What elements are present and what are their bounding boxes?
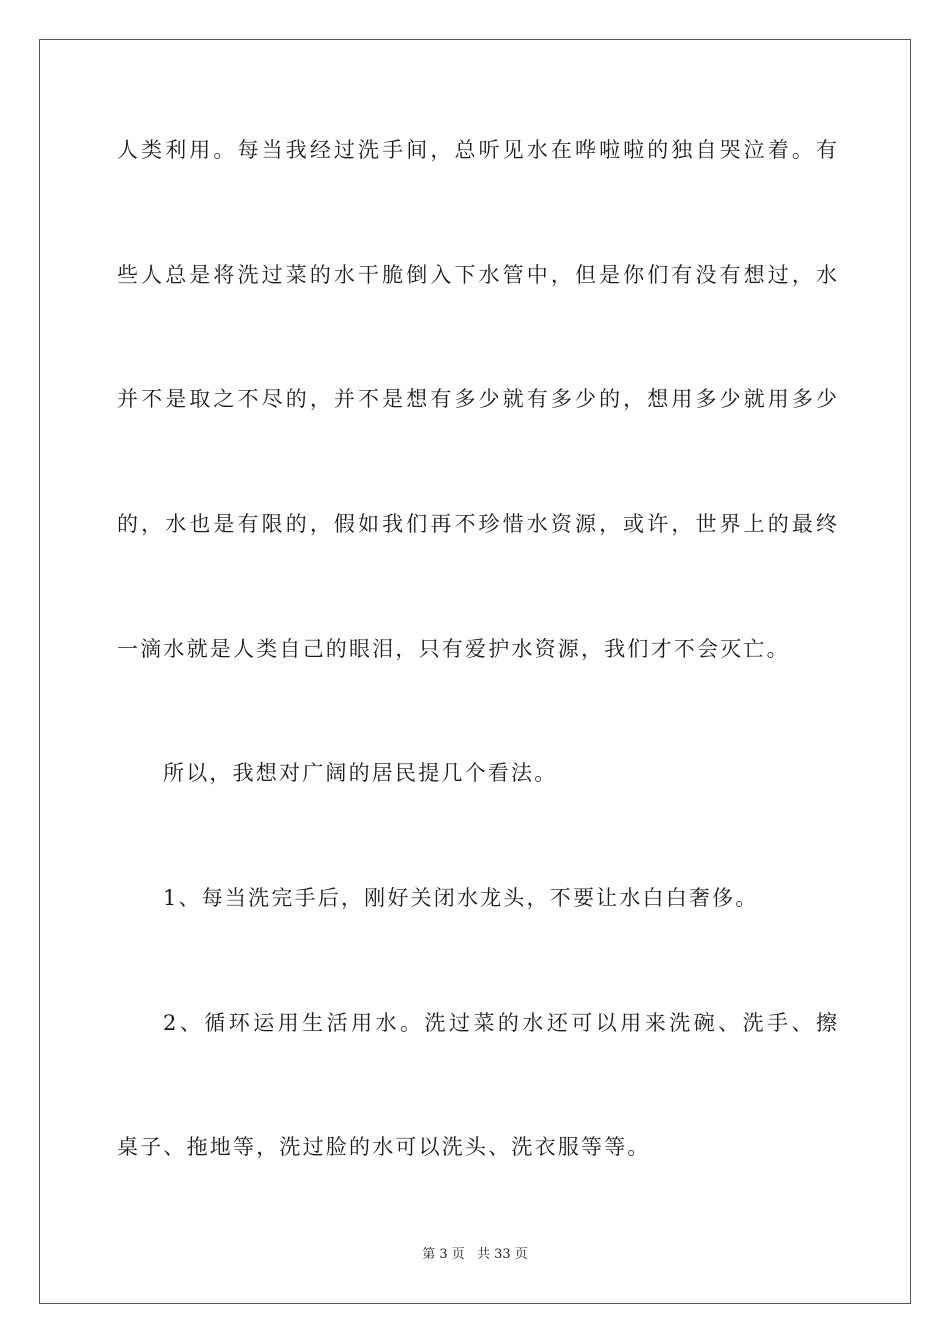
body-line-2: 些人总是将洗过菜的水干脆倒入下水管中，但是你们有没有想过，水 xyxy=(117,263,837,287)
page-footer xyxy=(0,1246,950,1264)
body-line-6: 所以，我想对广阔的居民提几个看法。 xyxy=(163,761,558,785)
body-line-1: 人类利用。每当我经过洗手间，总听见水在哗啦啦的独自哭泣着。有 xyxy=(117,138,837,162)
page-number: 第 3 页 xyxy=(422,1247,465,1262)
list-item-2-continued: 桌子、拖地等，洗过脸的水可以洗头、洗衣服等等。 xyxy=(117,1135,651,1159)
body-line-5: 一滴水就是人类自己的眼泪，只有爱护水资源，我们才不会灭亡。 xyxy=(117,637,790,661)
body-line-4: 的，水也是有限的，假如我们再不珍惜水资源，或许，世界上的最终 xyxy=(117,512,837,536)
list-item-2: 2、循环运用生活用水。洗过菜的水还可以用来洗碗、洗手、擦 xyxy=(163,1011,837,1035)
page-border xyxy=(39,39,911,1304)
list-item-1: 1、每当洗完手后，刚好关闭水龙头，不要让水白白奢侈。 xyxy=(163,886,759,910)
page-total: 共 33 页 xyxy=(476,1247,528,1262)
body-line-3: 并不是取之不尽的，并不是想有多少就有多少的，想用多少就用多少 xyxy=(117,387,837,411)
